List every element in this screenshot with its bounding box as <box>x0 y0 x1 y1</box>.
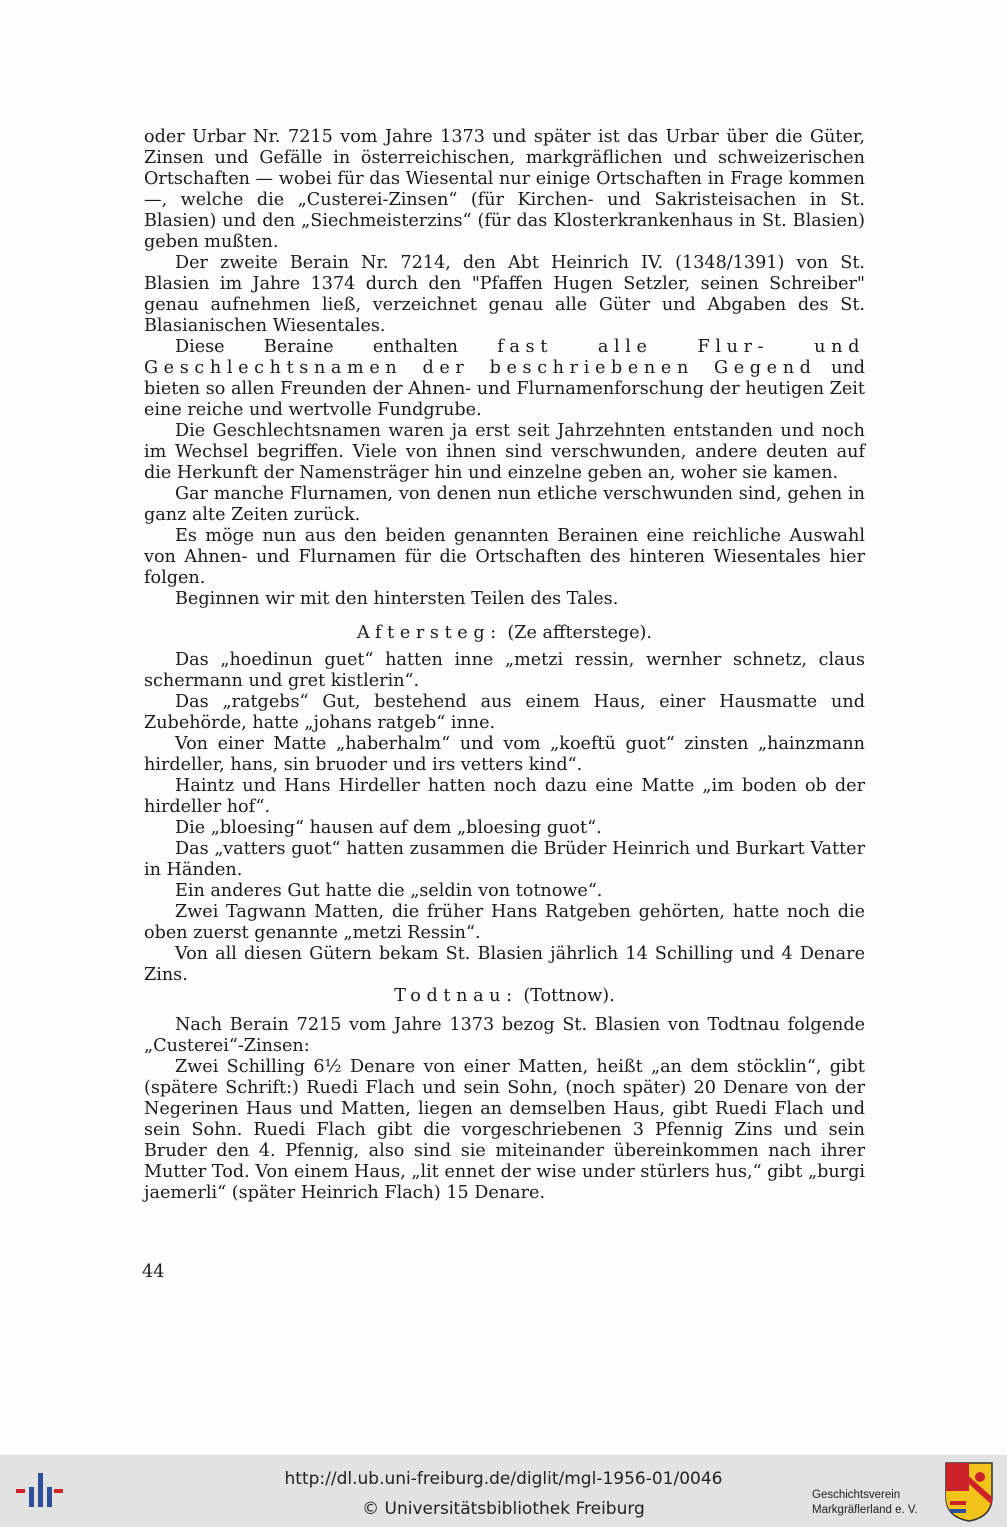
paragraph: Das „vatters guot“ hatten zusammen die Brüder Heinrich und Burkart Vatter in Händen. <box>144 839 865 880</box>
paragraph: Der zweite Berain Nr. 7214, den Abt Heinrich IV. (1348/1391) von St. Blasien im Jahre 1374 durch den "Pfaffen Hugen Setzler, seinen Schreiber" genau aufnehmen ließ, verzeichnet genau alle Güter und Abgaben des St. Blasianischen Wiesentales. <box>144 253 865 336</box>
paragraph: Die „bloesing“ hausen auf dem „bloesing guot“. <box>175 818 602 838</box>
paragraph: Von einer Matte „haberhalm“ und vom „koeftü guot“ zinsten „hainzmann hirdeller, hans, sin bruoder und irs vetters kind“. <box>144 734 865 775</box>
logo-left-dash <box>16 1489 25 1493</box>
logo-right-dash <box>54 1489 63 1493</box>
page-number: 44 <box>142 1262 165 1282</box>
section-heading-todtnau <box>144 986 865 1007</box>
body-text <box>144 127 865 1204</box>
paragraph: Nach Berain 7215 vom Jahre 1373 bezog St. Blasien von Todtnau folgende „Custerei“-Zinsen: <box>144 1015 865 1056</box>
paragraph-beraine-spaced: fast alle Flur- und Geschlechtsnamen der beschriebenen Gegend <box>144 337 865 378</box>
paragraph-beraine-pre: Diese Beraine enthalten <box>175 337 458 357</box>
paragraph: Zwei Schilling 6½ Denare von einer Matten, heißt „an dem stöcklin“, gibt (spätere Schrift:) Ruedi Flach und sein Sohn, (noch später) 20 Denare von der Negerinen Haus und Matten, liegen an demselben Haus, gibt Ruedi Flach und sein Sohn. Ruedi Flach gibt die vorgeschriebenen 3 Pfennig Zins und sein Bruder den 4. Pfennig, also sind sie miteinander übereinkommen nach ihrer Mutter Tod. Von einem Haus, „lit ennet der wise under stürlers hus,“ gibt „burgi jaemerli“ (später Heinrich Flach) 15 Denare. <box>144 1057 865 1203</box>
section-heading-aftersteg-spaced: Aftersteg: <box>356 623 502 643</box>
society-name <box>812 1488 918 1518</box>
paragraph: Zwei Tagwann Matten, die früher Hans Ratgeben gehörten, hatte noch die oben zuerst genannte „metzi Ressin“. <box>144 902 865 943</box>
paragraph-group-aftersteg <box>144 650 865 986</box>
paragraph: Die Geschlechtsnamen waren ja erst seit Jahrzehnten entstanden und noch im Wechsel begriffen. Viele von ihnen sind verschwunden, andere deuten auf die Herkunft der Namensträger hin und einzelne geben an, woher sie kamen. <box>144 421 865 483</box>
paragraph: oder Urbar Nr. 7215 vom Jahre 1373 und später ist das Urbar über die Güter, Zinsen und Gefälle in österreichischen, markgräflichen und schweizerischen Ortschaften — wobei für das Wiesental nur einige Ortschaften in Frage kommen —, welche die „Custerei-Zinsen“ (für Kirchen- und Sakristeisachen in St. Blasien) und den „Siechmeisterzins“ (für das Klosterkrankenhaus in St. Blasien) geben mußten. <box>144 127 865 252</box>
footer-bar <box>0 1455 1007 1527</box>
paragraph: Von all diesen Gütern bekam St. Blasien jährlich 14 Schilling und 4 Denare Zins. <box>144 944 865 985</box>
paragraph-group-names <box>144 421 865 610</box>
crest-lower-left <box>946 1491 969 1520</box>
section-heading-aftersteg-rest: (Ze affterstege). <box>507 623 653 643</box>
paragraph: Es möge nun aus den beiden genannten Berainen eine reichliche Auswahl von Ahnen- und Flurnamen für die Ortschaften des hinteren Wiesentales hier folgen. <box>144 526 865 588</box>
section-heading-todtnau-spaced: Todtnau: <box>394 986 518 1006</box>
copyright-text: © Universitätsbibliothek Freiburg <box>362 1499 645 1519</box>
paragraph: Haintz und Hans Hirdeller hatten noch dazu eine Matte „im boden ob der hirdeller hof“. <box>144 776 865 817</box>
section-heading-todtnau-rest: (Tottnow). <box>523 986 615 1006</box>
paragraph-beraine <box>144 337 865 421</box>
paragraph: Beginnen wir mit den hintersten Teilen des Tales. <box>175 589 619 609</box>
crest-stripe-2 <box>950 1509 966 1513</box>
crest-figure <box>975 1472 985 1482</box>
paragraph: Das „hoedinun guet“ hatten inne „metzi ressin, wernher schnetz, claus schermann und gret kistlerin“. <box>144 650 865 691</box>
paragraph-beraine-post: und bieten so allen Freunden der Ahnen- und Flurnamenforschung der heutigen Zeit eine reiche und wertvolle Fundgrube. <box>144 358 865 420</box>
section-heading-aftersteg <box>144 623 865 644</box>
source-url-link[interactable]: http://dl.ub.uni-freiburg.de/diglit/mgl-1956-01/0046 <box>284 1469 723 1489</box>
society-name-line-2: Markgräflerland e. V. <box>812 1504 918 1516</box>
paragraph-group-intro <box>144 127 865 337</box>
paragraph-group-todtnau <box>144 1015 865 1204</box>
markgraeflerland-crest-icon <box>944 1461 994 1523</box>
society-name-line-1: Geschichtsverein <box>812 1489 901 1501</box>
crest-stripe <box>950 1501 966 1505</box>
paragraph: Gar manche Flurnamen, von denen nun etliche verschwunden sind, gehen in ganz alte Zeiten zurück. <box>144 484 865 525</box>
paragraph: Ein anderes Gut hatte die „seldin von totnowe“. <box>175 881 603 901</box>
paragraph: Das „ratgebs“ Gut, bestehend aus einem Haus, einer Hausmatte und Zubehörde, hatte „johans ratgeb“ inne. <box>144 692 865 733</box>
